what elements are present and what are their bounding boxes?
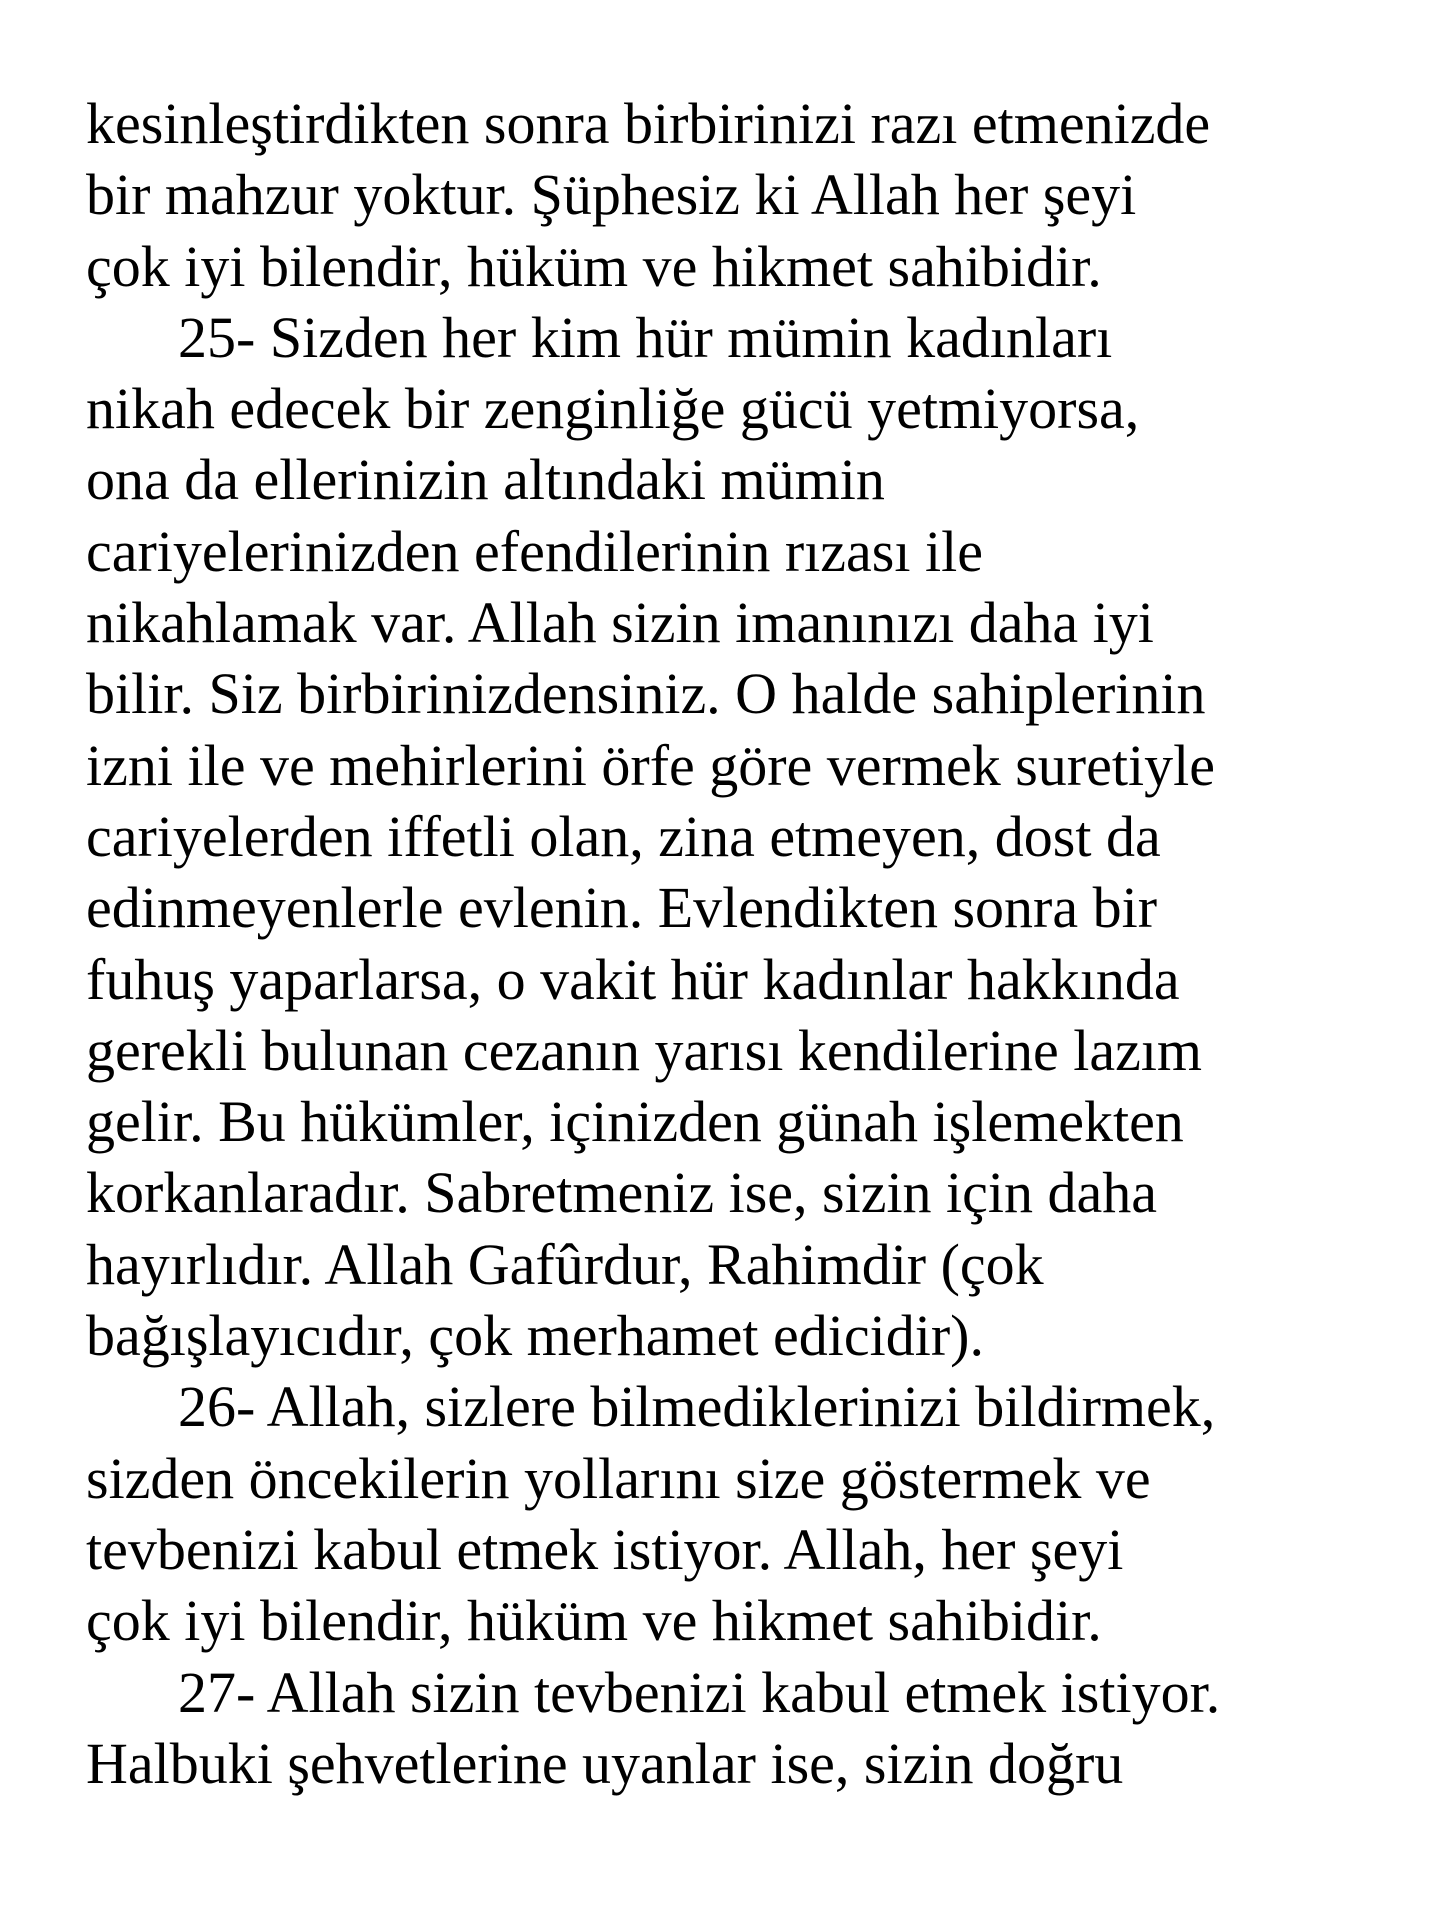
text-line: ona da ellerinizin altındaki mümin	[86, 447, 885, 513]
document-page	[86, 88, 1386, 1799]
text-line: cariyelerinizden efendilerinin rızası ile	[86, 518, 983, 584]
text-line: sizden öncekilerin yollarını size göstermek ve	[86, 1445, 1151, 1511]
text-line: cariyelerden iffetli olan, zina etmeyen, dost da	[86, 803, 1161, 869]
text-line: Halbuki şehvetlerine uyanlar ise, sizin doğru	[86, 1730, 1124, 1796]
text-line: bilir. Siz birbirinizdensiniz. O halde sahiplerinin	[86, 661, 1206, 727]
verse-25-start: 25- Sizden her kim hür mümin kadınları	[178, 304, 1113, 370]
text-line: çok iyi bilendir, hüküm ve hikmet sahibidir.	[86, 1588, 1102, 1654]
text-line: kesinleştirdikten sonra birbirinizi razı etmenizde	[86, 91, 1211, 156]
text-line: nikahlamak var. Allah sizin imanınızı daha iyi	[86, 590, 1154, 656]
text-line: fuhuş yaparlarsa, o vakit hür kadınlar hakkında	[86, 946, 1180, 1012]
text-line: hayırlıdır. Allah Gafûrdur, Rahimdir (çok	[86, 1231, 1044, 1297]
verse-26-start: 26- Allah, sizlere bilmediklerinizi bildirmek,	[178, 1374, 1216, 1440]
text-line: çok iyi bilendir, hüküm ve hikmet sahibidir.	[86, 233, 1102, 299]
text-line: tevbenizi kabul etmek istiyor. Allah, her şeyi	[86, 1516, 1124, 1582]
text-line: gelir. Bu hükümler, içinizden günah işlemekten	[86, 1089, 1184, 1155]
text-line: nikah edecek bir zenginliğe gücü yetmiyorsa,	[86, 376, 1140, 442]
verse-27-start: 27- Allah sizin tevbenizi kabul etmek istiyor.	[178, 1659, 1221, 1725]
text-line: bağışlayıcıdır, çok merhamet edicidir).	[86, 1303, 984, 1369]
text-line: edinmeyenlerle evlenin. Evlendikten sonra bir	[86, 875, 1158, 941]
text-line: bir mahzur yoktur. Şüphesiz ki Allah her şeyi	[86, 162, 1137, 228]
text-line: gerekli bulunan cezanın yarısı kendilerine lazım	[86, 1017, 1203, 1083]
text-line: korkanlaradır. Sabretmeniz ise, sizin için daha	[86, 1160, 1158, 1226]
text-line: izni ile ve mehirlerini örfe göre vermek suretiyle	[86, 732, 1215, 798]
